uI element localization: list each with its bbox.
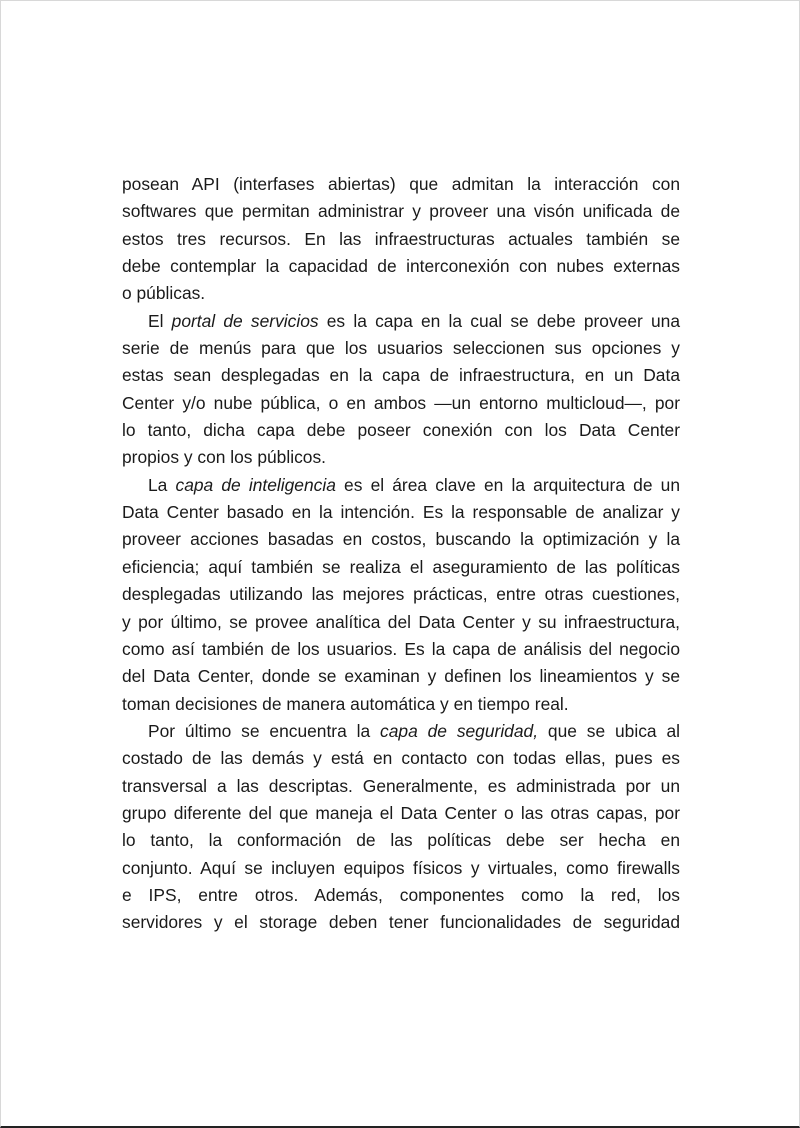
italic-term: capa de inteligencia [175,474,336,495]
text-line [122,773,680,800]
text-line [122,636,680,663]
text-segment: del Data Center, donde se examinan y definen los lineamientos y se [122,666,680,687]
text-segment: eficiencia; aquí también se realiza el aseguramiento de las políticas [122,556,680,577]
text-segment: lo tanto, dicha capa debe poseer conexión con los Data Center [122,420,680,441]
text-line [122,253,680,280]
text-line [122,362,680,389]
italic-term: portal de servicios [171,310,319,331]
text-segment: posean API (interfases abiertas) que admitan la interacción con [122,174,680,194]
text-line [122,554,680,581]
text-segment: y por último, se provee analítica del Data Center y su infraestructura, [122,611,680,632]
text-segment: La [148,474,176,495]
text-segment: lo tanto, la conformación de las políticas debe ser hecha en [122,830,680,851]
text-segment: costado de las demás y está en contacto con todas ellas, pues es [122,748,680,769]
text-line [122,335,680,362]
text-segment: El [148,310,172,331]
text-segment: Data Center basado en la intención. Es la responsable de analizar y [122,502,680,523]
text-segment: desplegadas utilizando las mejores prácticas, entre otras cuestiones, [122,584,680,605]
text-segment: transversal a las descriptas. Generalmente, es administrada por un [122,775,680,796]
text-line [122,609,680,636]
text-segment: como así también de los usuarios. Es la capa de análisis del negocio [122,638,680,659]
text-line [122,882,680,909]
text-segment: softwares que permitan administrar y proveer una visón unificada de [122,201,680,222]
text-line [122,855,680,882]
text-segment: es el área clave en la arquitectura de un [335,474,680,495]
text-segment: debe contemplar la capacidad de interconexión con nubes externas [122,256,680,277]
text-segment: propios y con los públicos. [122,447,326,468]
text-segment: o públicas. [122,283,206,304]
text-segment: conjunto. Aquí se incluyen equipos físicos y virtuales, como firewalls [122,857,680,878]
text-segment: servidores y el storage deben tener funcionalidades de seguridad [122,912,680,933]
text-line [122,581,680,608]
text-line [122,827,680,854]
text-line [122,718,680,745]
text-line [122,745,680,772]
text-line [122,308,680,335]
text-line [122,472,680,499]
text-segment: Por último se encuentra la [148,720,381,741]
text-line [122,663,680,690]
body-text [122,171,680,937]
text-line [122,691,680,718]
text-line [122,226,680,253]
text-segment: estas sean desplegadas en la capa de infraestructura, en un Data [122,365,680,386]
text-segment: es la capa en la cual se debe proveer una [318,310,680,331]
text-segment: que se ubica al [538,720,680,741]
text-line [122,800,680,827]
text-segment: proveer acciones basadas en costos, buscando la optimización y la [122,529,680,550]
text-segment: e IPS, entre otros. Además, componentes como la red, los [122,884,680,905]
text-line [122,909,680,936]
text-line [122,417,680,444]
text-line [122,444,680,471]
text-line [122,390,680,417]
text-line [122,280,680,307]
italic-term: capa de seguridad, [380,720,539,741]
text-line [122,198,680,225]
text-segment: grupo diferente del que maneja el Data Center o las otras capas, por [122,802,680,823]
text-segment: serie de menús para que los usuarios seleccionen sus opciones y [122,338,680,359]
text-line [122,526,680,553]
text-segment: toman decisiones de manera automática y en tiempo real. [122,693,569,714]
text-segment: estos tres recursos. En las infraestructuras actuales también se [122,228,680,249]
text-line [122,499,680,526]
text-line [122,171,680,198]
text-segment: Center y/o nube pública, o en ambos —un entorno multicloud—, por [122,392,680,413]
